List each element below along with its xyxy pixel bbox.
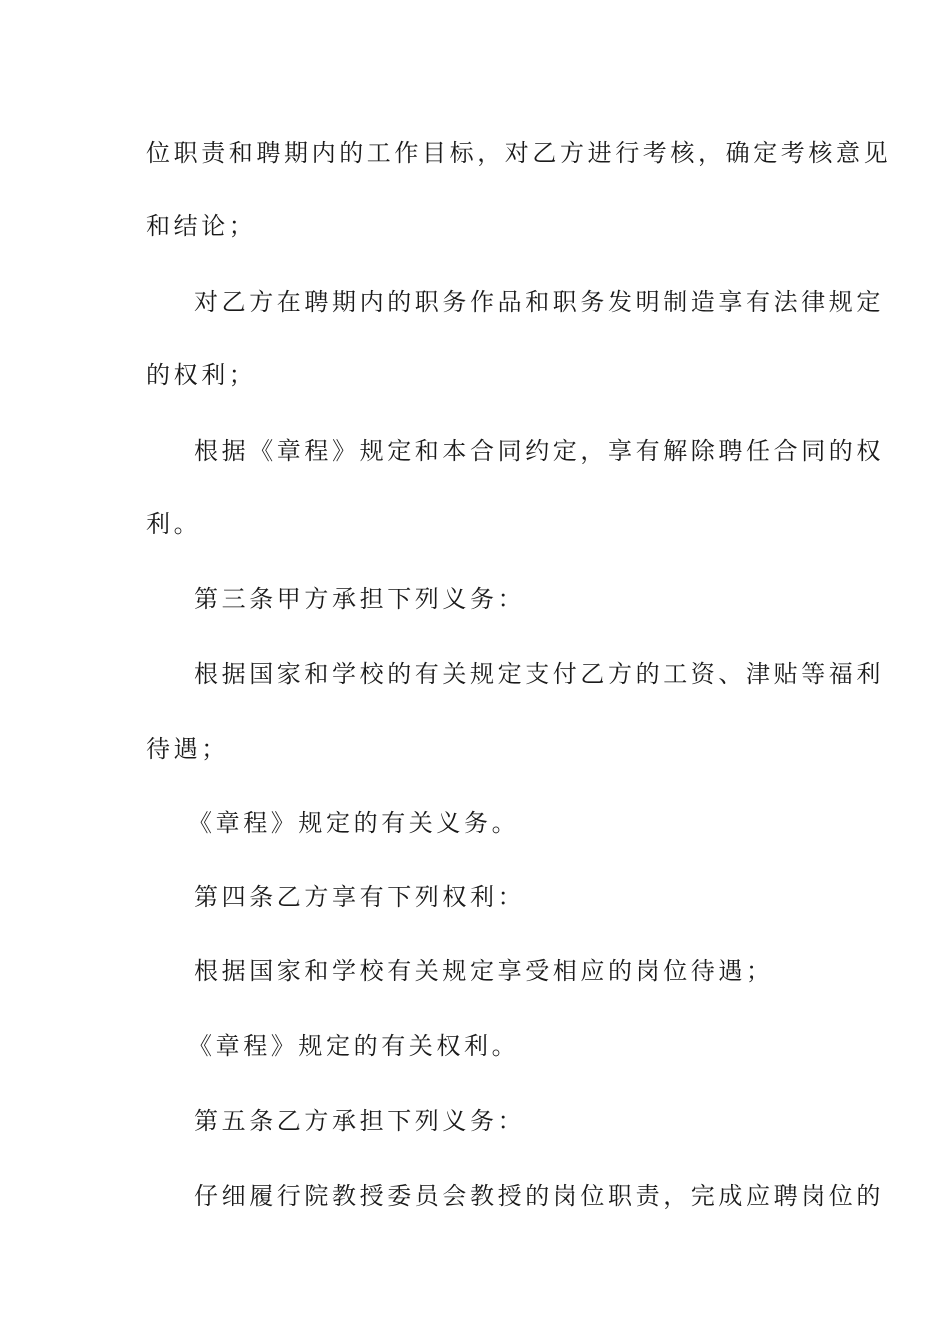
text-line-3: 对乙方在聘期内的职务作品和职务发明制造享有法律规定 (194, 288, 884, 316)
text-line-1: 位职责和聘期内的工作目标，对乙方进行考核，确定考核意见 (146, 139, 892, 167)
text-line-13: 《章程》规定的有关权利。 (188, 1032, 520, 1060)
text-line-6: 利。 (146, 510, 202, 538)
section-heading-article-4: 第四条乙方享有下列权利： (194, 883, 526, 911)
section-heading-article-5: 第五条乙方承担下列义务： (194, 1107, 526, 1135)
text-line-15: 仔细履行院教授委员会教授的岗位职责，完成应聘岗位的 (194, 1182, 884, 1210)
section-heading-article-3: 第三条甲方承担下列义务： (194, 585, 526, 613)
text-line-4: 的权利； (146, 361, 257, 389)
text-line-10: 《章程》规定的有关义务。 (188, 809, 520, 837)
text-line-8: 根据国家和学校的有关规定支付乙方的工资、津贴等福利 (194, 660, 884, 688)
text-line-2: 和结论； (146, 212, 257, 240)
text-line-9: 待遇； (146, 735, 229, 763)
text-line-12: 根据国家和学校有关规定享受相应的岗位待遇； (194, 957, 774, 985)
text-line-5: 根据《章程》规定和本合同约定，享有解除聘任合同的权 (194, 437, 884, 465)
